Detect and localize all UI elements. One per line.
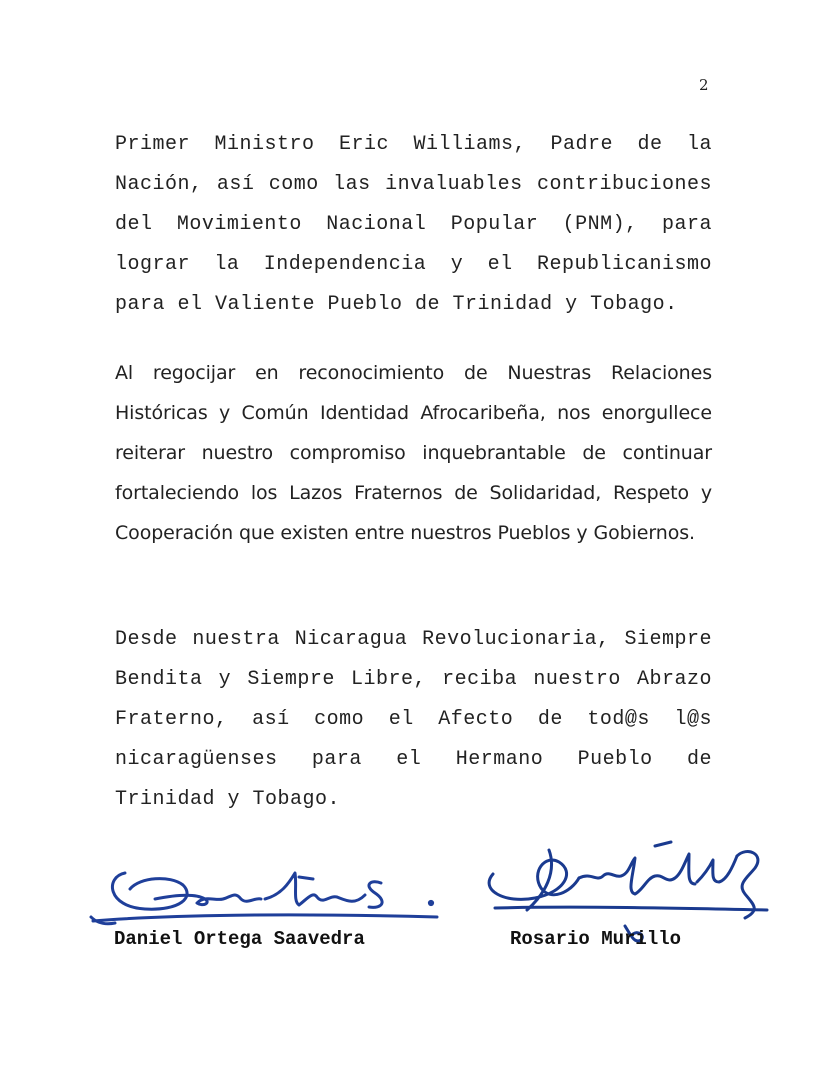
signer-name-daniel-ortega: Daniel Ortega Saavedra [114, 928, 365, 950]
paragraph-tribute: Primer Ministro Eric Williams, Padre de la Nación, así como las invaluables contribuciones del Movimiento Nacional Popular (PNM), para lograr la Independencia y el Republicanismo para el Valiente Pueblo de Trinidad y Tobago. [115, 133, 712, 316]
signer-name-rosario-murillo: Rosario Murillo [510, 928, 682, 950]
paragraph-closing: Desde nuestra Nicaragua Revolucionaria, Siempre Bendita y Siempre Libre, reciba nuestro Abrazo Fraterno, así como el Afecto de tod@s l@s nicaragüenses para el Hermano Pueblo de Trinidad y Tobago. [115, 628, 712, 811]
signature-daniel-ortega [85, 855, 445, 935]
paragraph-relations: Al regocijar en reconocimiento de Nuestras Relaciones Históricas y Común Identidad Afrocaribeña, nos enorgullece reiterar nuestro compromiso inquebrantable de continuar fortaleciendo los Lazos Fraternos de Solidaridad, Respeto y Cooperación que existen entre nuestros Pueblos y Gobiernos. [115, 362, 712, 544]
page-number: 2 [699, 76, 709, 94]
